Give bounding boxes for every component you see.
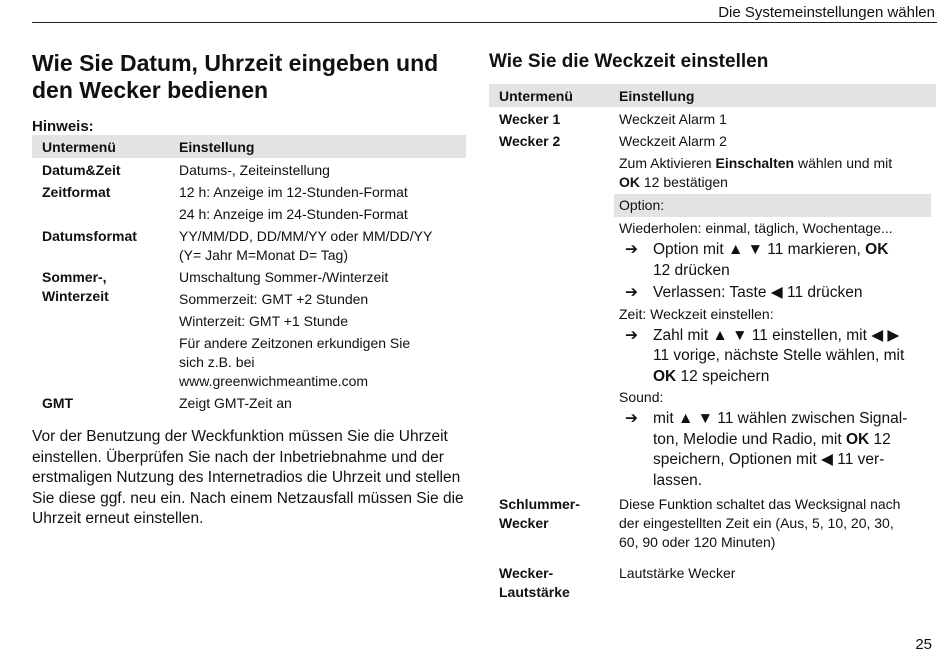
row-setting: Datums-, Zeiteinstellung	[179, 162, 330, 178]
table-row	[489, 110, 936, 129]
table-row	[489, 495, 936, 552]
sound-label: Sound:	[619, 389, 664, 405]
list-item: ➔ Option mit ▲ ▼ 11 markieren, OK 12 drücken	[625, 240, 926, 281]
right-column	[489, 50, 936, 602]
table-row	[32, 268, 466, 391]
activate-line-2: OK 12 bestätigen	[619, 174, 728, 190]
hint-label: Hinweis:	[32, 118, 94, 135]
header-rule	[32, 22, 937, 23]
repeat-text: Wiederholen: einmal, täglich, Wochentage...	[619, 220, 893, 236]
row-setting: Zeigt GMT-Zeit an	[179, 395, 292, 411]
row-menu: Wecker 2	[499, 133, 561, 149]
row-menu: Wecker 1	[499, 111, 561, 127]
row-setting: Weckzeit Alarm 2 Zum Aktivieren Einschalten wählen und mit OK 12 bestätigen Option: Wiederholen: einmal, täglich, Wochentage... ➔ Option mit ▲ ▼ 11 markieren, OK 12 drücken ➔ Verlassen: Taste ◀ 11 drücken Zeit: Weckzeit einstellen: ➔ Zahl mit ▲ ▼ 11 einstellen, mit ◀ ▶ 11 vorige, nächste Stelle wählen, mit OK 12 speichern Sound: ➔ mit ▲ ▼ 11 wählen zwischen Signal- ton, Melodie und Radio, mit OK 12 speichern, Optionen mit ◀ 11 ver- lassen.	[609, 132, 936, 492]
row-setting: 12 h: Anzeige im 12-Stunden-Format 24 h: Anzeige im 24-Stunden-Format	[179, 184, 408, 222]
row-menu: Datumsformat	[42, 228, 137, 244]
page-number: 25	[915, 636, 932, 653]
table-header-row	[32, 135, 466, 158]
time-label: Zeit: Weckzeit einstellen:	[619, 305, 774, 322]
row-setting: Diese Funktion schaltet das Wecksignal nach der eingestellten Zeit ein (Aus, 5, 10, 20, 30, 60, 90 oder 120 Minuten)	[619, 496, 901, 550]
row-menu: Datum&Zeit	[42, 162, 121, 178]
row-menu: Zeitformat	[42, 184, 111, 200]
page-header-title: Die Systemeinstellungen wählen	[718, 4, 935, 21]
intro-paragraph: Vor der Benutzung der Weckfunktion müssen Sie die Uhrzeit einstellen. Überprüfen Sie nach der Inbetriebnahme und der erstmaligen Nutzung des Internetradios die Uhrzeit und stellen Sie diese ggf. neu ein. Nach einem Netzausfall müssen Sie die Uhrzeit erneut einstellen.	[32, 428, 464, 527]
arrow-right-icon: ➔	[625, 326, 638, 344]
left-heading: Wie Sie Datum, Uhrzeit eingeben und den Wecker bedienen	[32, 50, 439, 103]
activate-line-1: Zum Aktivieren Einschalten wählen und mit	[619, 155, 893, 171]
col-header-setting: Einstellung	[609, 84, 936, 107]
col-header-setting: Einstellung	[169, 135, 466, 158]
table-header-row	[489, 84, 936, 107]
table-row	[32, 161, 466, 180]
table-row	[32, 227, 466, 265]
row-menu: Sommer-, Winterzeit	[42, 269, 109, 304]
list-item: ➔ Zahl mit ▲ ▼ 11 einstellen, mit ◀ ▶ 11 vorige, nächste Stelle wählen, mit OK 12 speichern	[625, 326, 926, 388]
table-row	[489, 132, 936, 492]
left-column	[32, 50, 466, 530]
row-setting: Umschaltung Sommer-/Winterzeit Sommerzeit: GMT +2 Stunden Winterzeit: GMT +1 Stunde Für andere Zeitzonen erkundigen Sie sich z.B. bei www.greenwichmeantime.com	[179, 269, 411, 389]
table-row	[32, 183, 466, 224]
arrow-right-icon: ➔	[625, 241, 638, 258]
col-header-submenu: Untermenü	[32, 135, 169, 158]
option-label: Option:	[614, 194, 931, 217]
arrow-right-icon: ➔	[625, 410, 638, 427]
arrow-right-icon: ➔	[625, 284, 638, 301]
table-row	[489, 564, 936, 602]
right-heading: Wie Sie die Weckzeit einstellen	[489, 51, 769, 72]
col-header-submenu: Untermenü	[489, 84, 609, 107]
table-row	[32, 394, 466, 413]
alarm-table	[489, 84, 936, 602]
row-setting: Lautstärke Wecker	[619, 565, 736, 581]
date-time-table	[32, 135, 466, 413]
list-item: ➔ mit ▲ ▼ 11 wählen zwischen Signal- ton, Melodie und Radio, mit OK 12 speichern, Optionen mit ◀ 11 ver- lassen.	[625, 409, 926, 491]
row-setting: YY/MM/DD, DD/MM/YY oder MM/DD/YY (Y= Jahr M=Monat D= Tag)	[179, 228, 433, 263]
row-menu: GMT	[42, 395, 74, 411]
row-menu: Wecker- Lautstärke	[499, 565, 570, 600]
row-setting: Weckzeit Alarm 1	[619, 111, 727, 127]
list-item: ➔ Verlassen: Taste ◀ 11 drücken	[625, 283, 926, 304]
row-menu: Schlummer- Wecker	[499, 496, 580, 531]
